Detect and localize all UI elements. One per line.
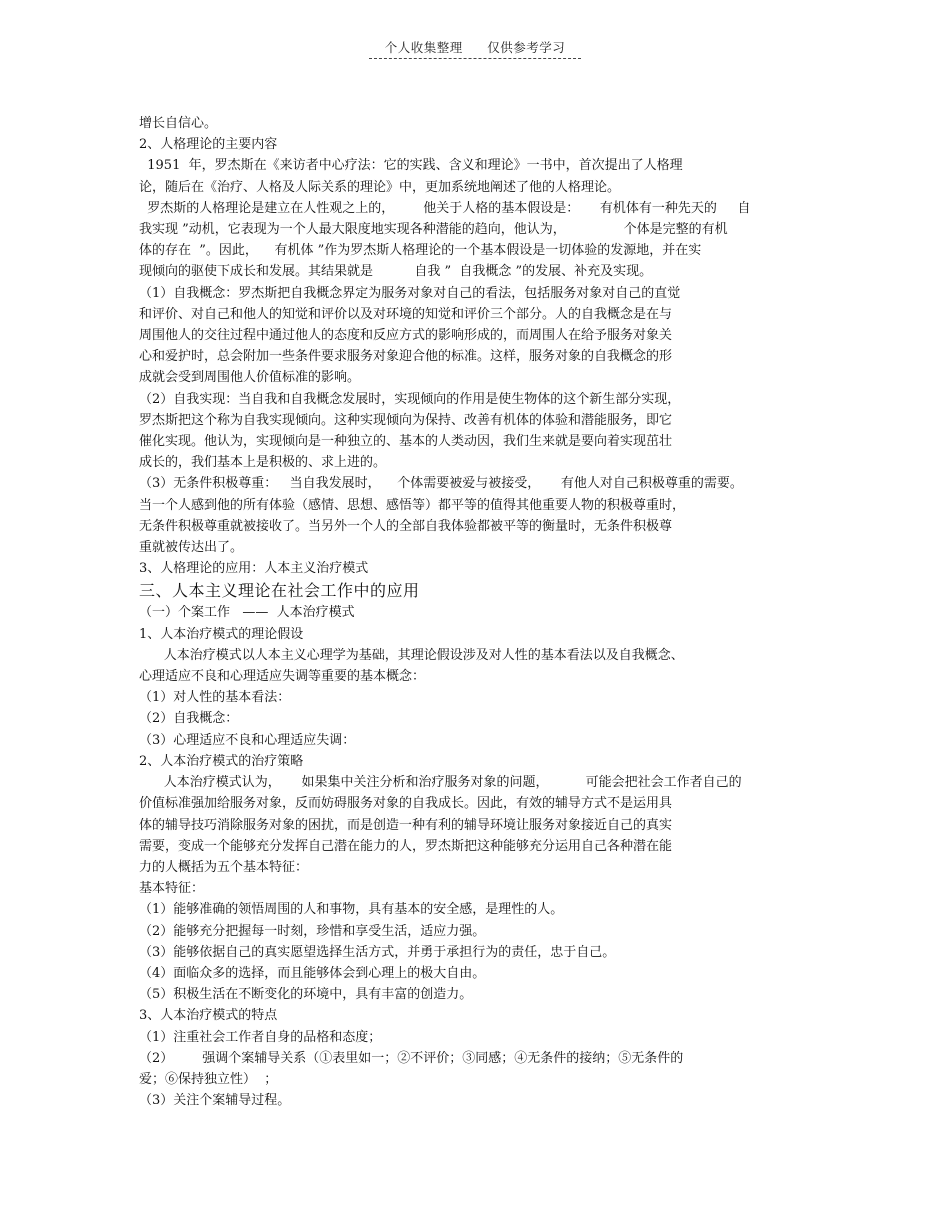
text-line: （3）无条件积极尊重： 当自我发展时， 个体需要被爱与被接受， 有他人对自己积极尊重的需要。 [139, 476, 743, 492]
document-body [139, 113, 819, 1111]
header-caption [369, 38, 582, 59]
text-line: 力的人概括为五个基本特征： [139, 859, 309, 875]
text-line: 3、人本治疗模式的特点 [139, 1008, 278, 1024]
text-line: 现倾向的驱使下成长和发展。其结果就是 自我 ” 自我概念 ”的发展、补充及实现。 [139, 264, 653, 280]
text-line: 2、人本治疗模式的治疗策略 [139, 753, 304, 769]
text-line: 价值标准强加给服务对象，反而妨碍服务对象的自我成长。因此，有效的辅导方式不是运用具 [139, 796, 673, 812]
text-line: （3）能够依据自己的真实愿望选择生活方式，并勇于承担行为的责任，忠于自己。 [139, 944, 616, 960]
text-line: 体的存在 ”。因此， 有机体 ”作为罗杰斯人格理论的一个基本假设是一切体验的发源地，并在实 [139, 243, 702, 259]
text-line: 我实现 ”动机，它表现为一个人最大限度地实现各种潜能的趋向，他认为， 个体是完整的有机 [139, 222, 728, 238]
text-line: （2）自我概念： [139, 711, 239, 727]
text-line: 1、人本治疗模式的理论假设 [139, 626, 304, 642]
text-line: 催化实现。他认为，实现倾向是一种独立的、基本的人类动因，我们生来就是要向着实现茁壮 [139, 434, 673, 450]
text-line: 1951 年，罗杰斯在《来访者中心疗法：它的实践、含义和理论》一书中，首次提出了人格理 [139, 158, 683, 174]
text-line: 当一个人感到他的所有体验（感情、思想、感悟等）都平等的值得其他重要人物的积极尊重时， [139, 497, 686, 513]
text-line: 基本特征： [139, 881, 205, 897]
text-line: 人本治疗模式认为， 如果集中关注分析和治疗服务对象的问题， 可能会把社会工作者自己的 [139, 775, 742, 791]
text-line: 和评价、对自己和他人的知觉和评价以及对环境的知觉和评价三个部分。人的自我概念是在与 [139, 306, 673, 322]
text-line: 周围他人的交往过程中通过他人的态度和反应方式的影响形成的，而周围人在给予服务对象关 [139, 328, 673, 344]
text-line: 罗杰斯的人格理论是建立在人性观之上的， 他关于人格的基本假设是： 有机体有一种先天的 自 [139, 200, 751, 216]
text-line: 2、人格理论的主要内容 [139, 137, 278, 153]
text-line: 人本治疗模式以人本主义心理学为基础，其理论假设涉及对人性的基本看法以及自我概念、 [139, 647, 684, 663]
text-line: （3）心理适应不良和心理适应失调： [139, 732, 356, 748]
text-line: （1）自我概念：罗杰斯把自我概念界定为服务对象对自己的看法，包括服务对象对自己的直觉 [139, 285, 681, 301]
text-line: 成长的，我们基本上是积极的、求上进的。 [139, 455, 387, 471]
text-line: 论，随后在《治疗、人格及人际关系的理论》中，更加系统地阐述了他的人格理论。 [139, 179, 621, 195]
text-line: （2） 强调个案辅导关系（①表里如一；②不评价；③同感；④无条件的接纳；⑤无条件的 [139, 1050, 684, 1066]
header-left-text: 个人收集整理 [384, 40, 463, 55]
text-line: （一）个案工作 —— 人本治疗模式 [139, 605, 355, 621]
text-line: 重就被传达出了。 [139, 540, 244, 556]
page-header [0, 38, 950, 59]
text-line: （2）自我实现：当自我和自我概念发展时，实现倾向的作用是使生物体的这个新生部分实现， [139, 391, 681, 407]
text-line: 心和爱护时，总会附加一些条件要求服务对象迎合他的标准。这样，服务对象的自我概念的形 [139, 349, 673, 365]
text-line: （1）能够准确的领悟周围的人和事物，具有基本的安全感，是理性的人。 [139, 902, 564, 918]
text-line: （5）积极生活在不断变化的环境中，具有丰富的创造力。 [139, 987, 473, 1003]
text-line: （2）能够充分把握每一时刻，珍惜和享受生活，适应力强。 [139, 923, 486, 939]
text-line: 增长自信心。 [139, 116, 218, 131]
text-line: 需要，变成一个能够充分发挥自己潜在能力的人，罗杰斯把这种能够充分运用自己各种潜在能 [139, 838, 673, 854]
text-line: 3、人格理论的应用：人本主义治疗模式 [139, 561, 369, 577]
text-line: （4）面临众多的选择，而且能够体会到心理上的极大自由。 [139, 965, 486, 981]
text-line: 无条件积极尊重就被接收了。当另外一个人的全部自我体验都被平等的衡量时，无条件积极尊 [139, 518, 673, 534]
text-line: （3）关注个案辅导过程。 [139, 1093, 291, 1109]
text-line: 体的辅导技巧消除服务对象的困扰，而是创造一种有利的辅导环境让服务对象接近自己的真实 [139, 817, 673, 833]
header-right-text: 仅供参考学习 [487, 40, 566, 55]
text-line: 罗杰斯把这个称为自我实现倾向。这种实现倾向为保持、改善有机体的体验和潜能服务，即它 [139, 412, 673, 428]
text-line: 成就会受到周围他人价值标准的影响。 [139, 370, 361, 386]
section-heading: 三、人本主义理论在社会工作中的应用 [139, 581, 420, 601]
text-line: 心理适应不良和心理适应失调等重要的基本概念： [139, 669, 426, 685]
text-line: 爱；⑥保持独立性） ； [139, 1071, 278, 1087]
text-line: （1）注重社会工作者自身的品格和态度； [139, 1029, 382, 1045]
text-line: （1）对人性的基本看法： [139, 690, 291, 706]
